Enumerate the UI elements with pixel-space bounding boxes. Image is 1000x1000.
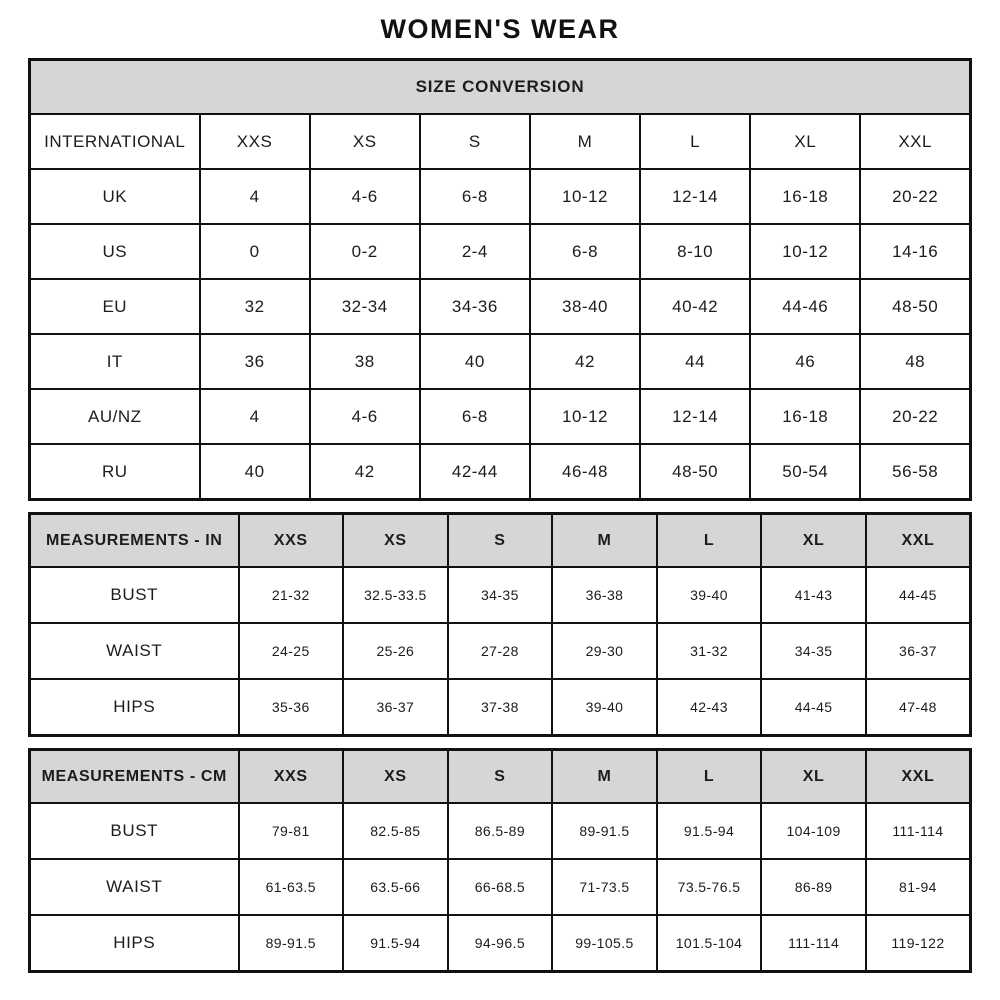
size-col-header: L	[657, 514, 762, 568]
table-cell: 48-50	[860, 279, 970, 334]
size-col-header: XS	[310, 114, 420, 169]
table-cell: 2-4	[420, 224, 530, 279]
measurements-cm-header: MEASUREMENTS - CM	[30, 750, 239, 804]
table-cell: 37-38	[448, 679, 553, 736]
size-col-header: XL	[761, 514, 866, 568]
table-cell: 47-48	[866, 679, 971, 736]
table-cell: 10-12	[530, 389, 640, 444]
size-col-header: M	[530, 114, 640, 169]
table-cell: 12-14	[640, 389, 750, 444]
table-cell: 34-35	[761, 623, 866, 679]
table-cell: 79-81	[239, 803, 344, 859]
table-row	[30, 389, 971, 444]
table-row	[30, 60, 971, 115]
table-cell: 82.5-85	[343, 803, 448, 859]
table-cell: 46	[750, 334, 860, 389]
row-header: INTERNATIONAL	[30, 114, 200, 169]
table-cell: 34-35	[448, 567, 553, 623]
table-cell: 73.5-76.5	[657, 859, 762, 915]
size-col-header: M	[552, 750, 657, 804]
table-row	[30, 114, 971, 169]
row-header: BUST	[30, 567, 239, 623]
table-cell: 86.5-89	[448, 803, 553, 859]
measurements-in-header: MEASUREMENTS - IN	[30, 514, 239, 568]
row-header: IT	[30, 334, 200, 389]
table-row	[30, 679, 971, 736]
table-cell: 21-32	[239, 567, 344, 623]
table-cell: 6-8	[530, 224, 640, 279]
size-col-header: L	[640, 114, 750, 169]
table-cell: 29-30	[552, 623, 657, 679]
table-cell: 38-40	[530, 279, 640, 334]
table-cell: 119-122	[866, 915, 971, 972]
table-cell: 8-10	[640, 224, 750, 279]
table-cell: 32	[200, 279, 310, 334]
table-cell: 101.5-104	[657, 915, 762, 972]
table-cell: 14-16	[860, 224, 970, 279]
table-cell: 48-50	[640, 444, 750, 500]
size-col-header: XL	[750, 114, 860, 169]
table-row	[30, 444, 971, 500]
table-cell: 0	[200, 224, 310, 279]
measurements-cm-table	[28, 748, 972, 973]
table-row	[30, 224, 971, 279]
table-row	[30, 803, 971, 859]
table-cell: 20-22	[860, 389, 970, 444]
table-cell: 61-63.5	[239, 859, 344, 915]
table-cell: 40	[420, 334, 530, 389]
size-col-header: XXL	[866, 514, 971, 568]
table-cell: 48	[860, 334, 970, 389]
table-row	[30, 567, 971, 623]
table-cell: 56-58	[860, 444, 970, 500]
table-cell: 44-45	[866, 567, 971, 623]
table-cell: 41-43	[761, 567, 866, 623]
table-cell: 46-48	[530, 444, 640, 500]
table-cell: 4	[200, 169, 310, 224]
table-row	[30, 623, 971, 679]
size-col-header: XXS	[200, 114, 310, 169]
table-cell: 104-109	[761, 803, 866, 859]
table-cell: 91.5-94	[343, 915, 448, 972]
table-cell: 42	[530, 334, 640, 389]
table-row	[30, 279, 971, 334]
table-cell: 44-45	[761, 679, 866, 736]
table-cell: 86-89	[761, 859, 866, 915]
table-cell: 39-40	[552, 679, 657, 736]
table-cell: 27-28	[448, 623, 553, 679]
table-cell: 36-37	[343, 679, 448, 736]
size-col-header: XS	[343, 750, 448, 804]
table-cell: 20-22	[860, 169, 970, 224]
row-header: HIPS	[30, 915, 239, 972]
table-cell: 6-8	[420, 389, 530, 444]
table-cell: 25-26	[343, 623, 448, 679]
table-row	[30, 514, 971, 568]
table-cell: 36	[200, 334, 310, 389]
size-col-header: S	[448, 514, 553, 568]
row-header: WAIST	[30, 859, 239, 915]
row-header: AU/NZ	[30, 389, 200, 444]
table-cell: 39-40	[657, 567, 762, 623]
table-cell: 42-43	[657, 679, 762, 736]
size-col-header: S	[448, 750, 553, 804]
size-col-header: XXL	[866, 750, 971, 804]
table-cell: 4-6	[310, 169, 420, 224]
size-col-header: M	[552, 514, 657, 568]
size-conversion-header: SIZE CONVERSION	[30, 60, 971, 115]
size-col-header: XXS	[239, 750, 344, 804]
table-cell: 38	[310, 334, 420, 389]
table-cell: 16-18	[750, 169, 860, 224]
table-cell: 31-32	[657, 623, 762, 679]
table-cell: 10-12	[750, 224, 860, 279]
table-cell: 111-114	[761, 915, 866, 972]
table-cell: 4	[200, 389, 310, 444]
table-cell: 34-36	[420, 279, 530, 334]
table-cell: 94-96.5	[448, 915, 553, 972]
table-cell: 24-25	[239, 623, 344, 679]
table-cell: 36-38	[552, 567, 657, 623]
table-cell: 50-54	[750, 444, 860, 500]
table-cell: 71-73.5	[552, 859, 657, 915]
size-col-header: XXL	[860, 114, 970, 169]
table-cell: 42-44	[420, 444, 530, 500]
table-cell: 66-68.5	[448, 859, 553, 915]
table-cell: 0-2	[310, 224, 420, 279]
table-cell: 40	[200, 444, 310, 500]
table-cell: 40-42	[640, 279, 750, 334]
table-row	[30, 169, 971, 224]
measurements-in-table	[28, 512, 972, 737]
page-title: WOMEN'S WEAR	[380, 14, 620, 44]
table-cell: 44-46	[750, 279, 860, 334]
size-col-header: L	[657, 750, 762, 804]
size-col-header: XXS	[239, 514, 344, 568]
size-col-header: XS	[343, 514, 448, 568]
table-cell: 36-37	[866, 623, 971, 679]
table-cell: 63.5-66	[343, 859, 448, 915]
table-cell: 6-8	[420, 169, 530, 224]
table-cell: 89-91.5	[552, 803, 657, 859]
table-cell: 81-94	[866, 859, 971, 915]
table-cell: 32.5-33.5	[343, 567, 448, 623]
table-cell: 44	[640, 334, 750, 389]
table-row	[30, 334, 971, 389]
row-header: UK	[30, 169, 200, 224]
size-col-header: S	[420, 114, 530, 169]
row-header: HIPS	[30, 679, 239, 736]
size-conversion-table	[28, 58, 972, 501]
table-row	[30, 750, 971, 804]
size-col-header: XL	[761, 750, 866, 804]
table-cell: 91.5-94	[657, 803, 762, 859]
table-cell: 99-105.5	[552, 915, 657, 972]
table-cell: 4-6	[310, 389, 420, 444]
table-cell: 89-91.5	[239, 915, 344, 972]
table-cell: 42	[310, 444, 420, 500]
table-cell: 32-34	[310, 279, 420, 334]
table-row	[30, 859, 971, 915]
row-header: WAIST	[30, 623, 239, 679]
row-header: RU	[30, 444, 200, 500]
table-cell: 35-36	[239, 679, 344, 736]
table-cell: 10-12	[530, 169, 640, 224]
table-cell: 111-114	[866, 803, 971, 859]
row-header: EU	[30, 279, 200, 334]
table-row	[30, 915, 971, 972]
row-header: US	[30, 224, 200, 279]
row-header: BUST	[30, 803, 239, 859]
table-cell: 12-14	[640, 169, 750, 224]
table-cell: 16-18	[750, 389, 860, 444]
